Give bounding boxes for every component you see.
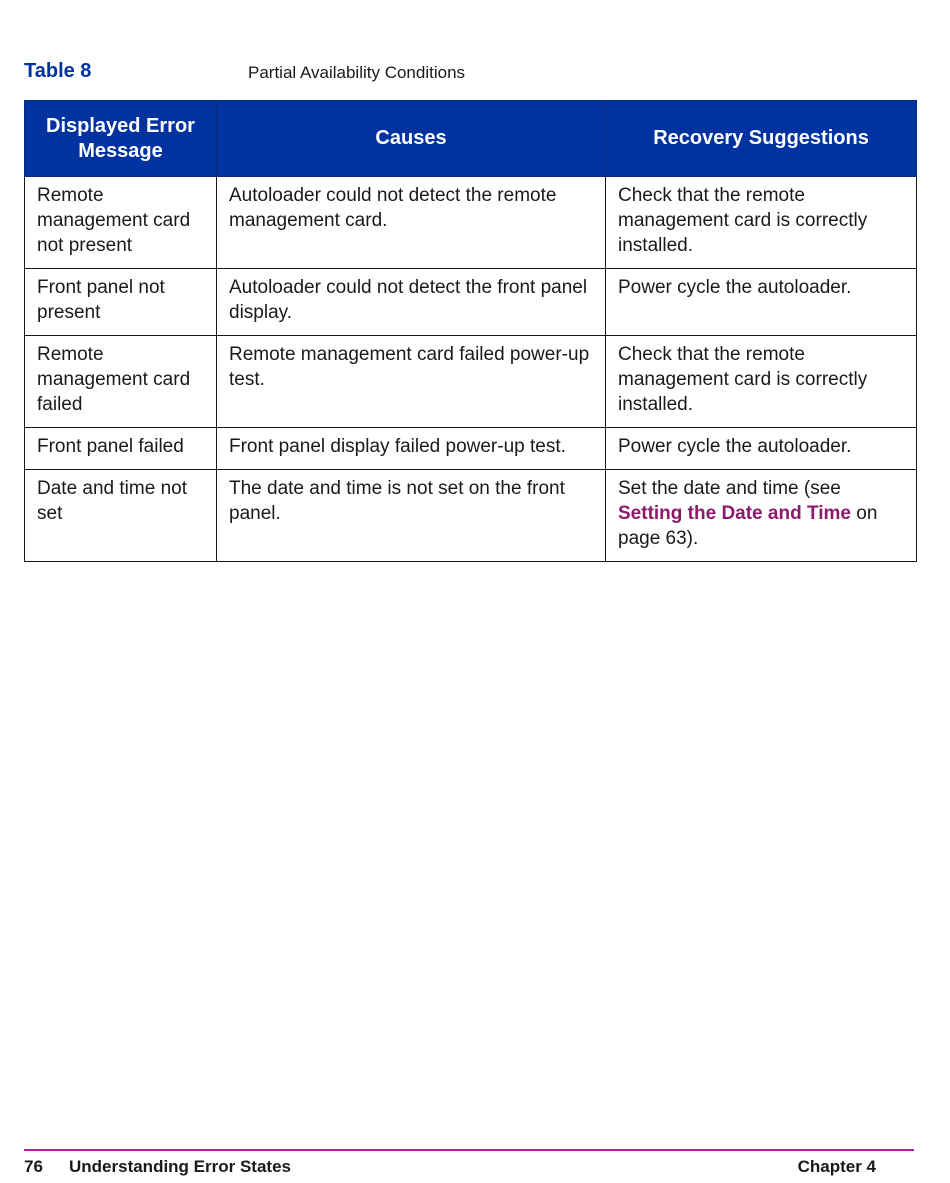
cell-cause: Autoloader could not detect the remote management card. [217,177,606,269]
cell-error-message: Front panel failed [25,428,217,470]
page-footer [24,1157,914,1183]
cell-error-message: Remote management card not present [25,177,217,269]
table-row [25,470,917,562]
page-number: 76 [24,1157,43,1176]
setting-date-time-link[interactable]: Setting the Date and Time [618,503,851,524]
cell-recovery: Check that the remote management card is correctly installed. [606,177,917,269]
cell-recovery [606,470,917,562]
table-row [25,177,917,269]
footer-divider [24,1149,914,1151]
table-caption [24,60,924,90]
table-number: Table 8 [24,60,92,82]
cell-recovery: Check that the remote management card is correctly installed. [606,336,917,428]
cell-recovery: Power cycle the autoloader. [606,428,917,470]
error-table [24,100,917,562]
cell-cause: Autoloader could not detect the front panel display. [217,269,606,336]
chapter-label: Chapter 4 [797,1157,876,1176]
table-row [25,428,917,470]
cell-recovery: Power cycle the autoloader. [606,269,917,336]
cell-error-message: Date and time not set [25,470,217,562]
cell-cause: Remote management card failed power-up test. [217,336,606,428]
recovery-text-post: on page 63). [618,503,878,549]
cell-cause: The date and time is not set on the front panel. [217,470,606,562]
cell-error-message: Remote management card failed [25,336,217,428]
cell-cause: Front panel display failed power-up test. [217,428,606,470]
header-causes: Causes [217,101,606,177]
section-title: Understanding Error States [69,1157,291,1176]
table-title: Partial Availability Conditions [248,63,466,82]
table-header-row [25,101,917,177]
header-displayed-error-message: Displayed Error Message [25,101,217,177]
header-recovery-suggestions: Recovery Suggestions [606,101,917,177]
table-row [25,336,917,428]
cell-error-message: Front panel not present [25,269,217,336]
table-row [25,269,917,336]
recovery-text-pre: Set the date and time (see [618,478,841,499]
